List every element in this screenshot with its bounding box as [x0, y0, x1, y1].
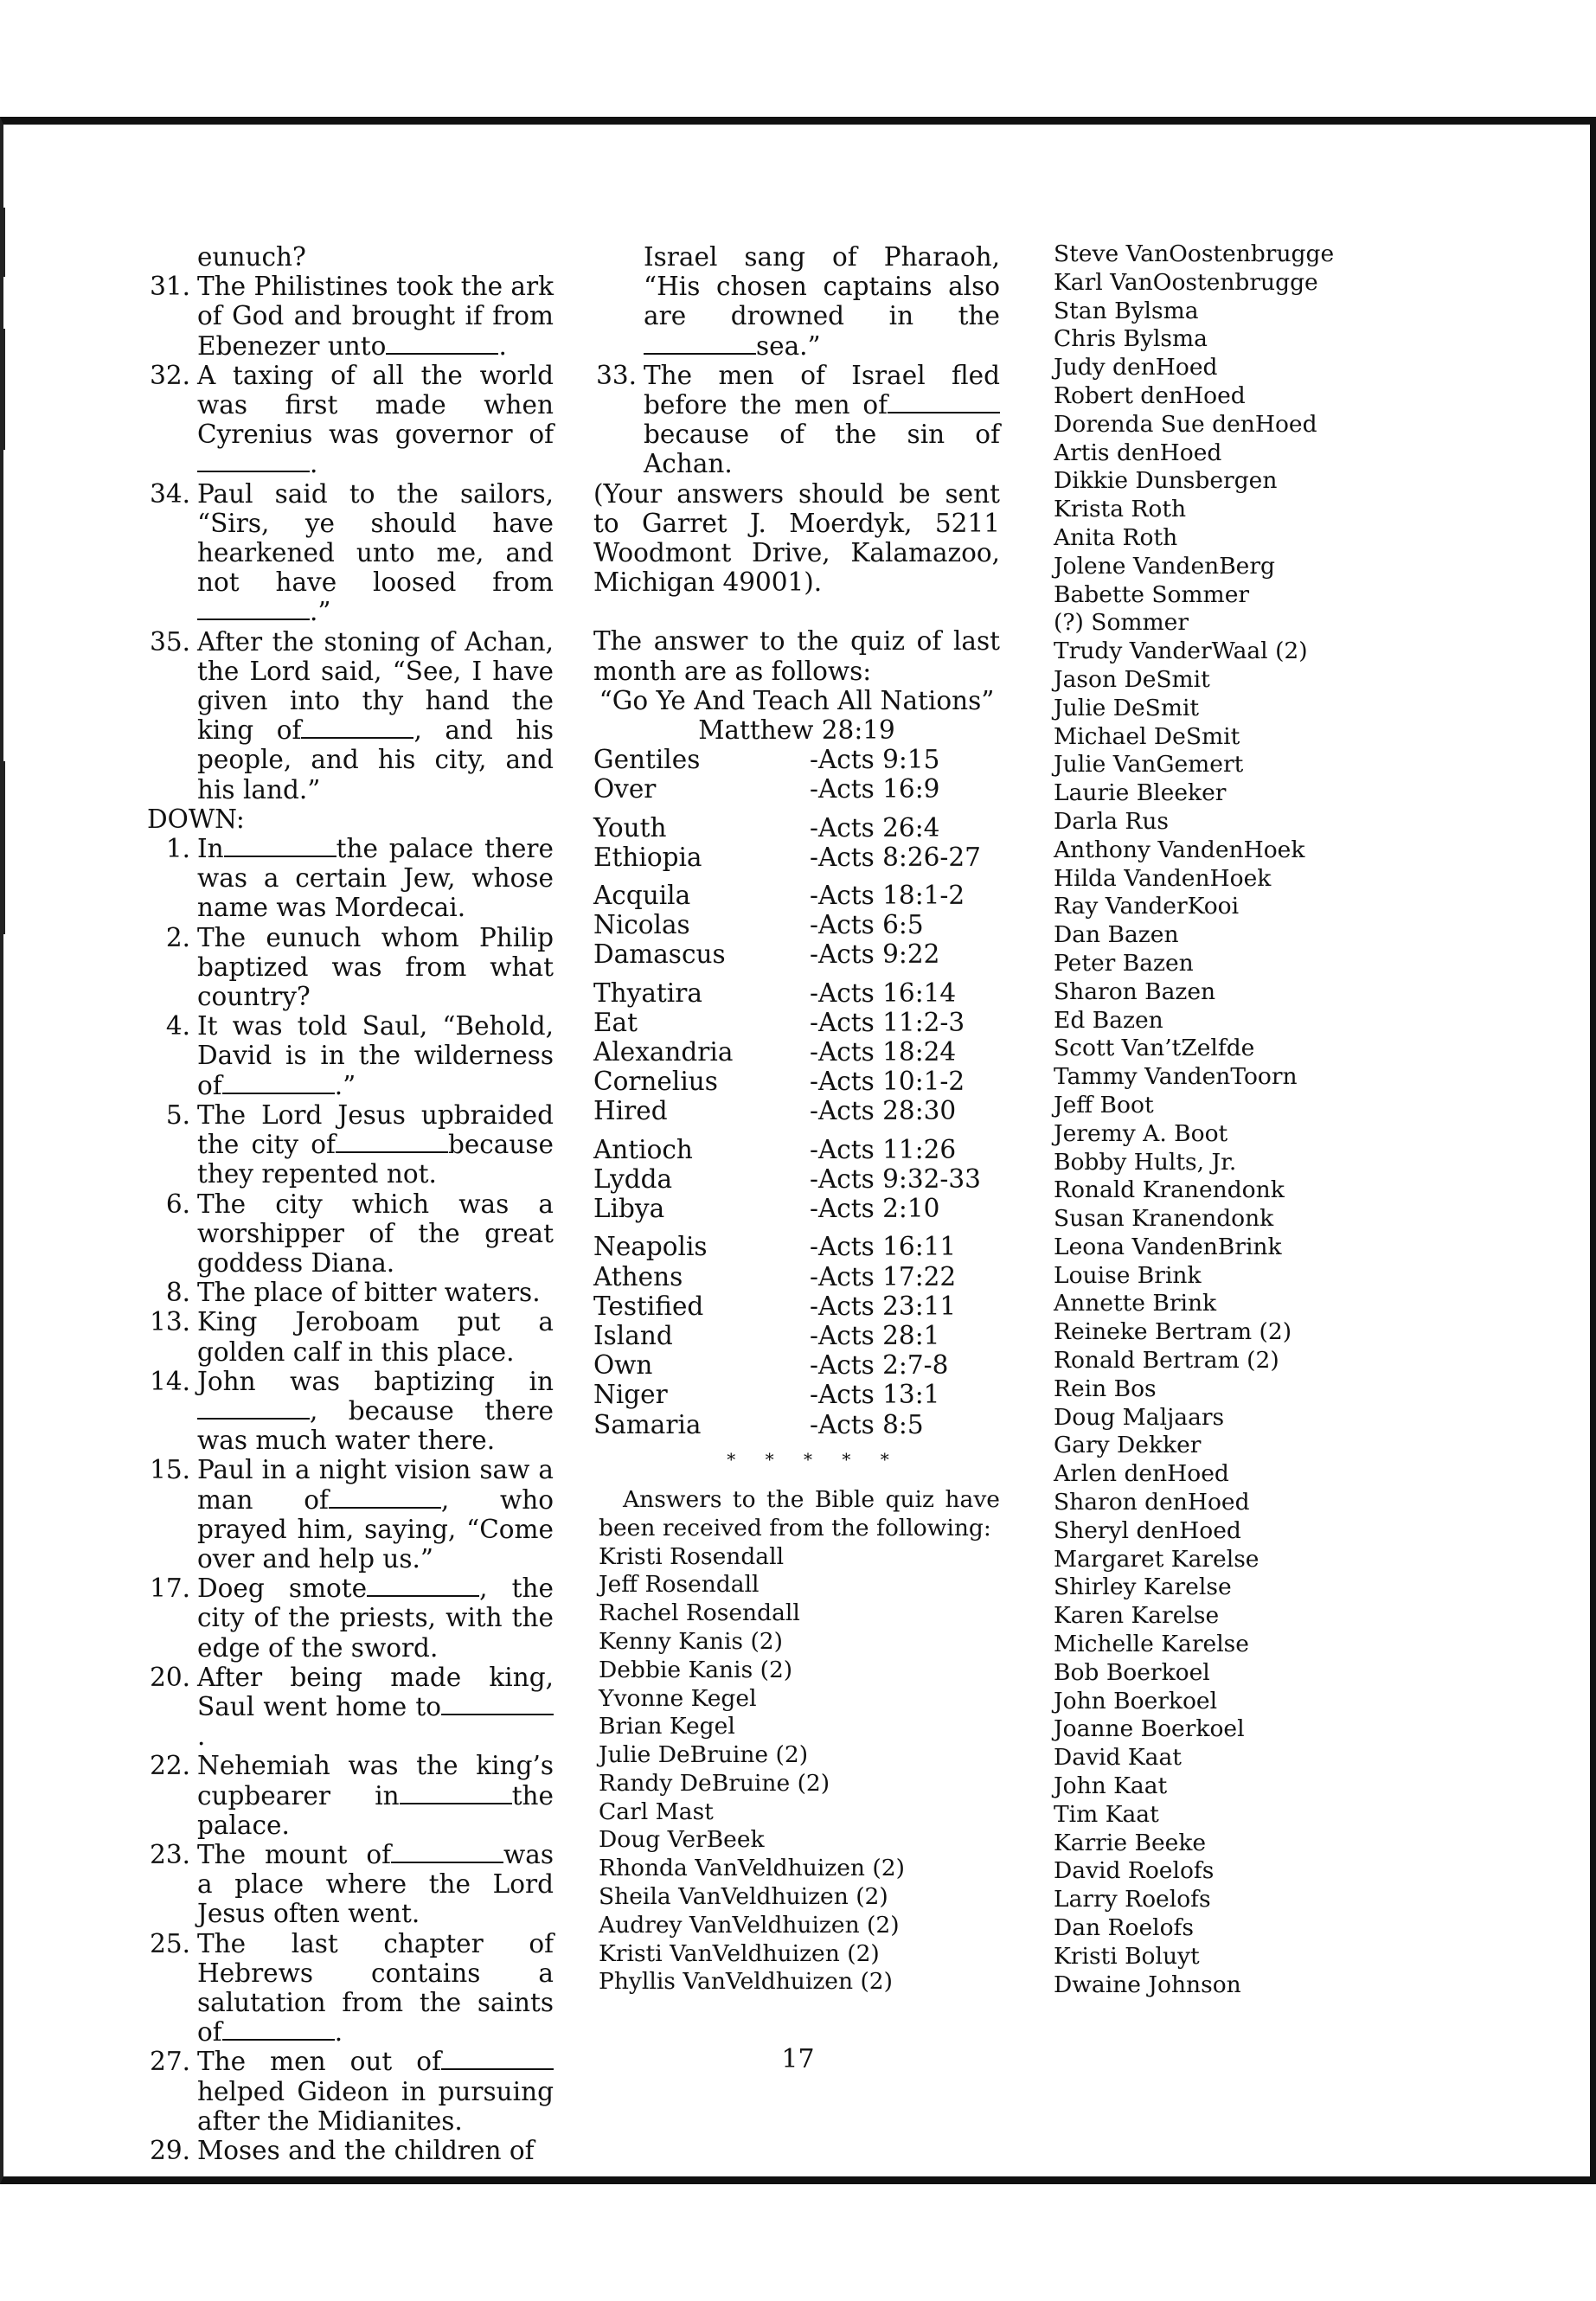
- respondent-name: Louise Brink: [1054, 1261, 1202, 1289]
- respondent-name: Doug VerBeek: [599, 1826, 765, 1854]
- question-number: 22.: [150, 1751, 190, 1781]
- question-number: 25.: [150, 1928, 190, 1958]
- answer-blank: [197, 599, 310, 621]
- respondent-name: (?) Sommer: [1054, 609, 1189, 637]
- respondent-list: [593, 1543, 1000, 1997]
- question-fragment: A taxing of all the world was first made when Cyrenius was governor of: [197, 360, 554, 450]
- answer-word: Youth: [593, 812, 667, 843]
- respondent-name: Sheila VanVeldhuizen (2): [599, 1883, 888, 1911]
- question-text: [197, 1929, 554, 2048]
- respondent-name: Julie DeSmit: [1054, 694, 1200, 721]
- question-text: [197, 2136, 554, 2165]
- answer-blank: [197, 1397, 310, 1420]
- respondent-name: Julie DeBruine (2): [599, 1741, 809, 1769]
- question-number: 33.: [596, 360, 637, 390]
- respondent-name: Jeremy A. Boot: [1054, 1119, 1228, 1147]
- group-gap: [593, 1223, 1000, 1232]
- question-fragment: , who prayed him, saying, “Come over and help us.”: [197, 1484, 554, 1574]
- question-text: [197, 1100, 554, 1189]
- question-item: [147, 1751, 554, 1840]
- question-fragment: The men out of: [197, 2047, 441, 2077]
- question-number: 23.: [150, 1839, 190, 1869]
- group-gap: [593, 872, 1000, 881]
- question-continuation: [147, 242, 554, 272]
- respondent-name: Dan Roelofs: [1054, 1914, 1194, 1942]
- question-number: 4.: [165, 1011, 190, 1042]
- answer-reference: -Acts 11:26: [810, 1134, 957, 1164]
- question-text: [197, 923, 554, 1012]
- respondent-name: Julie VanGemert: [1054, 751, 1244, 779]
- answer-word: Neapolis: [593, 1232, 708, 1262]
- answer-word: Antioch: [593, 1134, 693, 1164]
- question-fragment: because of the sin of Achan.: [644, 420, 1000, 479]
- answer-word: Damascus: [593, 939, 726, 970]
- question-text: [197, 479, 554, 627]
- question-item: [147, 1455, 554, 1574]
- answer-blank: [367, 1575, 479, 1598]
- respondent-name: Tammy VandenToorn: [1054, 1063, 1298, 1091]
- question-number: 35.: [150, 626, 190, 657]
- respondent-name: Darla Rus: [1054, 807, 1170, 835]
- answer-reference: -Acts 11:2-3: [810, 1007, 965, 1037]
- respondent-name: Reineke Bertram (2): [1054, 1318, 1292, 1346]
- question-item: [147, 2136, 554, 2165]
- question-item: [147, 1100, 554, 1189]
- question-text: [644, 361, 1000, 479]
- answer-word: Over: [593, 774, 657, 804]
- column-3: [1054, 240, 1417, 1999]
- column-2: [593, 242, 1000, 1997]
- question-item: [147, 361, 554, 479]
- question-number: 8.: [165, 1278, 190, 1308]
- respondent-name: John Kaat: [1054, 1772, 1168, 1800]
- answer-word: Nicolas: [593, 910, 690, 940]
- respondent-name: Jason DeSmit: [1054, 665, 1210, 693]
- question-fragment: was a place where the Lord Jesus often went.: [197, 1839, 554, 1929]
- answer-word: Own: [593, 1350, 653, 1381]
- answer-word: Testified: [593, 1291, 704, 1321]
- question-fragment: , the city of the priests, with the edge of the sword.: [197, 1574, 554, 1663]
- answer-blank: [197, 451, 310, 473]
- respondent-name: Steve VanOostenbrugge: [1054, 240, 1335, 267]
- respondent-name: Kristi VanVeldhuizen (2): [599, 1939, 880, 1967]
- answer-reference: -Acts 16:11: [810, 1232, 957, 1262]
- question-item: [147, 1840, 554, 1929]
- question-fragment: , because there was much water there.: [197, 1395, 554, 1456]
- answer-reference: -Acts 17:22: [810, 1261, 957, 1292]
- question-fragment: In: [197, 834, 224, 864]
- respondent-name: Stan Bylsma: [1054, 297, 1199, 324]
- respondent-name: Trudy VanderWaal (2): [1054, 638, 1308, 665]
- respondent-list: [1054, 240, 1417, 1999]
- answer-blank: [644, 332, 756, 355]
- question-fragment: .: [310, 449, 318, 479]
- question-fragment: Israel sang of Pharaoh, “His chosen captains also are drowned in the: [644, 242, 1000, 331]
- answer-reference: -Acts 8:5: [810, 1409, 924, 1439]
- respondent-name: Laurie Bleeker: [1054, 779, 1227, 807]
- question-number: 15.: [150, 1455, 190, 1485]
- answer-blank: [336, 1131, 448, 1154]
- scan-edge-mark: [0, 208, 5, 277]
- respondent-name: Ray VanderKooi: [1054, 893, 1240, 920]
- answer-reference: -Acts 18:1-2: [810, 881, 965, 911]
- question-item: [147, 923, 554, 1012]
- question-fragment: .: [334, 2017, 343, 2048]
- question-number: 13.: [150, 1307, 190, 1337]
- respondent-name: Kristi Rosendall: [599, 1542, 785, 1570]
- respondent-name: Rhonda VanVeldhuizen (2): [599, 1855, 905, 1882]
- respondent-name: Anita Roth: [1054, 523, 1178, 551]
- question-text: [197, 1455, 554, 1574]
- respondent-name: Dorenda Sue denHoed: [1054, 410, 1317, 438]
- question-number: 17.: [150, 1574, 190, 1604]
- answer-list: [593, 745, 1000, 1439]
- answer-blank: [222, 1072, 335, 1094]
- respondent-name: Sharon Bazen: [1054, 977, 1216, 1005]
- question-fragment: After being made king, Saul went home to: [197, 1662, 554, 1721]
- respondent-name: Michelle Karelse: [1054, 1631, 1249, 1658]
- respondent-name: Michael DeSmit: [1054, 722, 1240, 750]
- question-number: 34.: [150, 478, 190, 509]
- question-number: 14.: [150, 1366, 190, 1396]
- respondent-name: Carl Mast: [599, 1798, 714, 1825]
- question-item: [147, 1307, 554, 1366]
- question-fragment: Doeg smote: [197, 1574, 368, 1604]
- answer-reference: -Acts 2:7-8: [810, 1350, 949, 1381]
- respondent-name: Jeff Boot: [1054, 1091, 1154, 1118]
- group-gap: [593, 1126, 1000, 1135]
- received-intro: Answers to the Bible quiz have been received from the following:: [599, 1485, 1000, 1541]
- answer-word: Ethiopia: [593, 842, 702, 872]
- question-text: [197, 1663, 554, 1752]
- respondent-name: Joanne Boerkoel: [1054, 1715, 1245, 1743]
- answer-blank: [329, 1486, 441, 1509]
- down-questions: [147, 834, 554, 2165]
- question-fragment: The last chapter of Hebrews contains a salutation from the saints of: [197, 1928, 554, 2048]
- question-item: [593, 361, 1000, 479]
- respondent-name: Sharon denHoed: [1054, 1489, 1250, 1516]
- question-item: [147, 1574, 554, 1663]
- column-1: [147, 242, 554, 2165]
- answer-reference: -Acts 26:4: [810, 812, 940, 843]
- question-fragment: .: [498, 330, 507, 361]
- question-fragment: because they repented not.: [197, 1130, 554, 1189]
- question-number: 2.: [165, 922, 190, 952]
- respondent-name: Rein Bos: [1054, 1375, 1157, 1402]
- respondent-name: Dan Bazen: [1054, 921, 1179, 949]
- respondent-name: Susan Kranendonk: [1054, 1205, 1274, 1233]
- answer-reference: -Acts 8:26-27: [810, 842, 981, 872]
- down-label: DOWN:: [147, 804, 245, 834]
- question-text: [197, 1367, 554, 1456]
- question-text: [197, 1840, 554, 1929]
- answer-blank: [222, 2019, 335, 2041]
- question-item: [147, 834, 554, 923]
- question-text: [197, 1011, 554, 1100]
- respondent-name: Jolene VandenBerg: [1054, 552, 1275, 580]
- answer-reference: -Acts 16:14: [810, 977, 957, 1008]
- respondent-name: Ronald Kranendonk: [1054, 1176, 1285, 1204]
- respondent-name: Rachel Rosendall: [599, 1599, 800, 1627]
- question-text: [197, 1307, 554, 1366]
- respondent-name: David Kaat: [1054, 1744, 1182, 1772]
- question-fragment: It was told Saul, “Behold, David is in the wilderness of: [197, 1011, 554, 1100]
- respondent-name: Sheryl denHoed: [1054, 1516, 1241, 1544]
- answer-reference: -Acts 6:5: [810, 910, 924, 940]
- question-fragment: After the stoning of Achan, the Lord said, “See, I have given into thy hand the king of: [197, 626, 554, 746]
- respondent-name: Karl VanOostenbrugge: [1054, 268, 1318, 296]
- answer-word: Samaria: [593, 1409, 702, 1439]
- answer-blank: [391, 1841, 503, 1863]
- question-number: 20.: [150, 1662, 190, 1692]
- question-text: [197, 1574, 554, 1663]
- question-fragment: The Lord Jesus upbraided the city of: [197, 1099, 554, 1160]
- scan-edge-mark: [0, 329, 5, 450]
- question-fragment: .”: [334, 1070, 356, 1100]
- separator: * * * * *: [727, 1448, 901, 1470]
- respondent-name: Debbie Kanis (2): [599, 1656, 793, 1683]
- question-number: 5.: [165, 1099, 190, 1130]
- question-text: [197, 1751, 554, 1840]
- answer-word: Niger: [593, 1380, 668, 1410]
- question-fragment: sea.”: [756, 330, 821, 361]
- respondent-name: Arlen denHoed: [1054, 1460, 1229, 1488]
- question-number: 32.: [150, 360, 190, 390]
- answer-reference: -Acts 28:1: [810, 1320, 940, 1350]
- answer-reference: -Acts 13:1: [810, 1380, 940, 1410]
- group-gap: [593, 970, 1000, 978]
- question-fragment: Paul said to the sailors, “Sirs, ye should have hearkened unto me, and not have loosed from: [197, 478, 554, 598]
- question-fragment: helped Gideon in pursuing after the Midianites.: [197, 2076, 554, 2136]
- respondent-name: Hilda VandenHoek: [1054, 864, 1272, 892]
- answer-reference: -Acts 2:10: [810, 1194, 940, 1224]
- answer-reference: -Acts 16:9: [810, 774, 940, 804]
- mailing-note: (Your answers should be sent to Garret J. Moerdyk, 5211 Woodmont Drive, Kalamazoo, Michigan 49001).: [593, 478, 1000, 598]
- respondent-name: Dikkie Dunsbergen: [1054, 467, 1278, 495]
- respondent-name: Judy denHoed: [1054, 354, 1218, 381]
- question-fragment: Nehemiah was the king’s cupbearer in: [197, 1751, 554, 1811]
- answer-intro: The answer to the quiz of last month are as follows:: [593, 626, 1000, 686]
- question-number: 6.: [165, 1189, 190, 1219]
- answer-word: Alexandria: [593, 1037, 734, 1067]
- across-questions: [147, 272, 554, 804]
- question-text: [197, 627, 554, 804]
- question-number: 29.: [150, 2136, 190, 2165]
- respondent-name: Krista Roth: [1054, 496, 1187, 523]
- respondent-name: Artis denHoed: [1054, 439, 1222, 466]
- answer-title: “Go Ye And Teach All Nations”: [599, 685, 995, 715]
- respondent-name: Peter Bazen: [1054, 949, 1194, 977]
- answer-reference: -Acts 28:30: [810, 1096, 957, 1126]
- question-text: eunuch?: [197, 242, 306, 272]
- question-number: 31.: [150, 272, 190, 302]
- answer-blank: [224, 835, 337, 857]
- answer-reference: -Acts 10:1-2: [810, 1067, 965, 1097]
- question-item: [147, 1189, 554, 1279]
- question-text: [644, 242, 1000, 361]
- answer-blank: [441, 1693, 554, 1715]
- respondent-name: Kenny Kanis (2): [599, 1627, 783, 1655]
- question-item: [147, 1367, 554, 1456]
- question-fragment: .”: [310, 597, 331, 627]
- question-number: 27.: [150, 2047, 190, 2077]
- question-fragment: .: [197, 1721, 206, 1752]
- respondent-name: Yvonne Kegel: [599, 1684, 757, 1712]
- question-item: [147, 627, 554, 804]
- answer-word: Gentiles: [593, 745, 701, 775]
- group-gap: [593, 804, 1000, 813]
- respondent-name: Margaret Karelse: [1054, 1545, 1259, 1573]
- question-fragment: The Philistines took the ark of God and brought if from Ebenezer unto: [197, 272, 554, 361]
- answer-reference: -Acts 18:24: [810, 1037, 957, 1067]
- question-text: [197, 1278, 554, 1307]
- respondent-name: John Boerkoel: [1054, 1687, 1218, 1715]
- question-item: [147, 1929, 554, 2048]
- respondent-name: Randy DeBruine (2): [599, 1769, 830, 1797]
- question-number: 1.: [165, 834, 190, 864]
- question-fragment: The men of Israel fled before the men of: [644, 360, 1000, 420]
- question-item: [147, 272, 554, 361]
- answer-word: Island: [593, 1320, 673, 1350]
- question-text: [197, 272, 554, 361]
- question-item: [147, 1278, 554, 1307]
- answer-blank: [386, 332, 498, 355]
- respondent-name: Scott Van’tZelfde: [1054, 1035, 1255, 1062]
- answer-reference: -Acts 9:32-33: [810, 1163, 981, 1194]
- respondent-name: Kristi Boluyt: [1054, 1942, 1200, 1970]
- answer-blank: [888, 391, 1000, 413]
- respondent-name: Doug Maljaars: [1054, 1403, 1225, 1431]
- answer-word: Hired: [593, 1096, 668, 1126]
- question-33: [593, 361, 1000, 479]
- question-text: [197, 834, 554, 923]
- respondent-name: Tim Kaat: [1054, 1800, 1159, 1828]
- respondent-name: Bobby Hults, Jr.: [1054, 1148, 1237, 1176]
- question-fragment: The mount of: [197, 1839, 392, 1869]
- respondent-name: Anthony VandenHoek: [1054, 836, 1305, 863]
- respondent-name: Larry Roelofs: [1054, 1886, 1211, 1913]
- answer-word: Cornelius: [593, 1067, 718, 1097]
- respondent-name: Annette Brink: [1054, 1290, 1217, 1317]
- answer-reference: -Acts 9:22: [810, 939, 940, 970]
- respondent-name: Bob Boerkoel: [1054, 1658, 1210, 1686]
- answer-word: Lydda: [593, 1163, 673, 1194]
- question-item: [147, 479, 554, 627]
- respondent-name: Leona VandenBrink: [1054, 1233, 1282, 1260]
- question-fragment: the palace.: [197, 1780, 554, 1840]
- question-fragment: The place of bitter waters.: [197, 1278, 541, 1308]
- answer-word: Libya: [593, 1194, 665, 1224]
- question-fragment: King Jeroboam put a golden calf in this place.: [197, 1307, 554, 1367]
- question-fragment: John was baptizing in: [197, 1366, 554, 1396]
- respondent-name: Phyllis VanVeldhuizen (2): [599, 1968, 893, 1996]
- respondent-name: Ronald Bertram (2): [1054, 1347, 1279, 1375]
- answer-word: Eat: [593, 1007, 638, 1037]
- answer-word: Acquila: [593, 881, 691, 911]
- respondent-name: Gary Dekker: [1054, 1432, 1202, 1459]
- respondent-name: Karrie Beeke: [1054, 1829, 1207, 1856]
- page-number: 17: [781, 2044, 815, 2074]
- question-item: [147, 1011, 554, 1100]
- answer-reference: Matthew 28:19: [698, 715, 895, 746]
- answer-blank: [400, 1782, 512, 1804]
- answer-word: Thyatira: [593, 977, 702, 1008]
- answer-blank: [301, 717, 413, 740]
- respondent-name: Robert denHoed: [1054, 381, 1246, 409]
- question-fragment: Moses and the children of: [197, 2136, 535, 2165]
- respondent-name: Jeff Rosendall: [599, 1571, 760, 1599]
- question-text: [197, 361, 554, 479]
- respondent-name: Dwaine Johnson: [1054, 1971, 1241, 1998]
- answer-reference: -Acts 9:15: [810, 745, 940, 775]
- respondent-name: Brian Kegel: [599, 1713, 735, 1740]
- scan-edge-mark: [0, 761, 5, 934]
- question-item: [147, 1663, 554, 1752]
- question-continuation: [593, 242, 1000, 361]
- respondent-name: Karen Karelse: [1054, 1602, 1220, 1630]
- respondent-name: David Roelofs: [1054, 1857, 1215, 1885]
- respondent-name: Babette Sommer: [1054, 580, 1250, 608]
- respondent-name: Chris Bylsma: [1054, 325, 1208, 353]
- respondent-name: Audrey VanVeldhuizen (2): [599, 1911, 900, 1939]
- question-text: [197, 1189, 554, 1279]
- question-fragment: The eunuch whom Philip baptized was from what country?: [197, 922, 554, 1012]
- answer-reference: -Acts 23:11: [810, 1291, 957, 1321]
- question-fragment: The city which was a worshipper of the great goddess Diana.: [197, 1189, 554, 1278]
- question-fragment: Paul in a night vision saw a man of: [197, 1455, 554, 1515]
- answer-word: Athens: [593, 1261, 683, 1292]
- respondent-name: Ed Bazen: [1054, 1006, 1163, 1034]
- question-fragment: , and his people, and his city, and his land.”: [197, 715, 554, 804]
- question-fragment: the palace there was a certain Jew, whose name was Mordecai.: [197, 834, 554, 923]
- respondent-name: Shirley Karelse: [1054, 1574, 1232, 1601]
